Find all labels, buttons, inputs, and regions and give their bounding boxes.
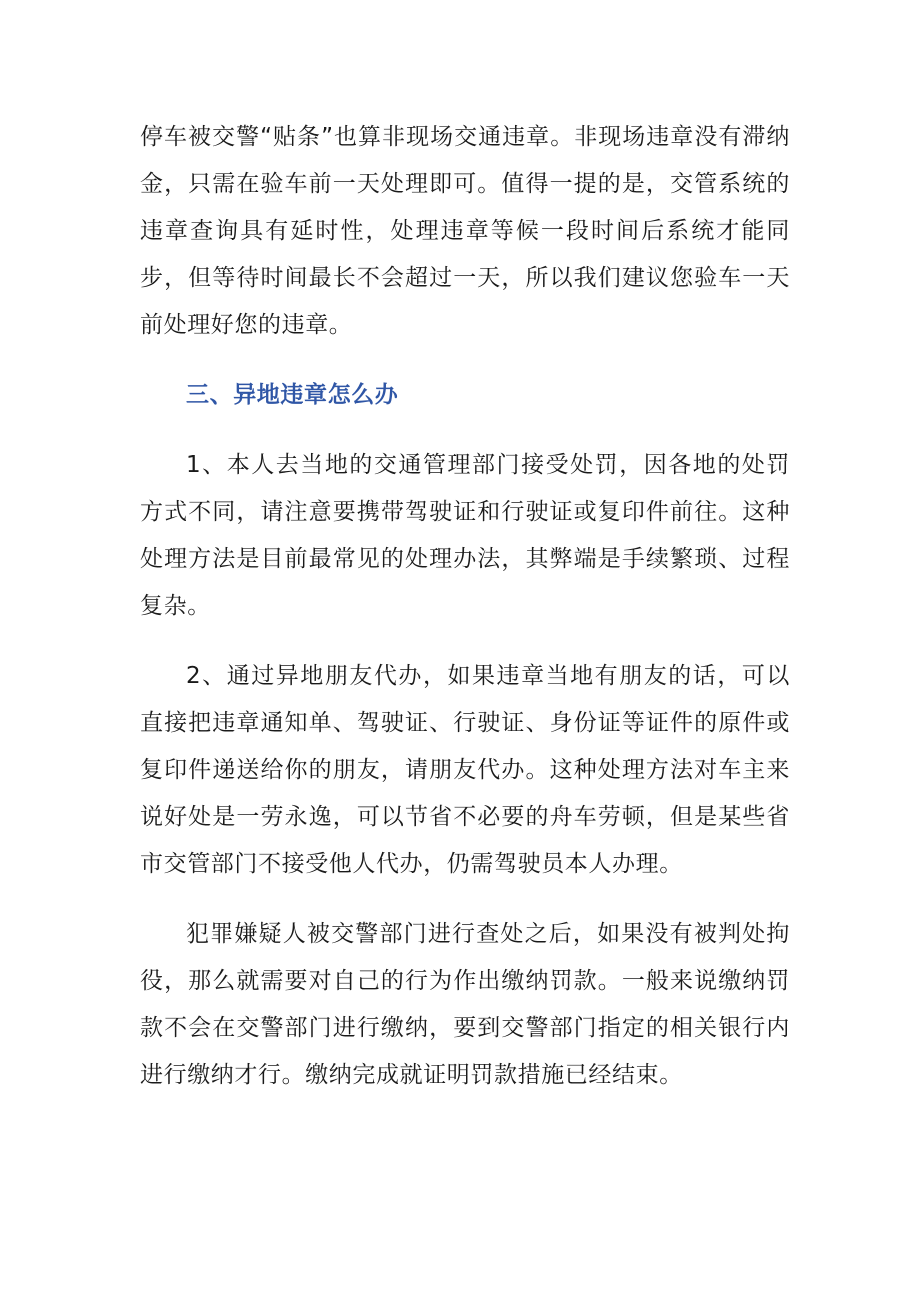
- section-heading: 三、异地违章怎么办: [186, 382, 399, 408]
- closing-paragraph: 犯罪嫌疑人被交警部门进行查处之后，如果没有被判处拘役，那么就需要对自己的行为作出缴纳罚款。一般来说缴纳罚款不会在交警部门进行缴纳，要到交警部门指定的相关银行内进行缴纳才行。缴纳完成就证明罚款措施已经结束。: [140, 921, 790, 1088]
- item-1-paragraph: 1、本人去当地的交通管理部门接受处罚，因各地的处罚方式不同，请注意要携带驾驶证和行驶证或复印件前往。这种处理方法是目前最常见的处理办法，其弊端是手续繁琐、过程复杂。: [140, 452, 790, 619]
- intro-paragraph: 停车被交警“贴条”也算非现场交通违章。非现场违章没有滞纳金，只需在验车前一天处理即可。值得一提的是，交管系统的违章查询具有延时性，处理违章等候一段时间后系统才能同步，但等待时间最长不会超过一天，所以我们建议您验车一天前处理好您的违章。: [140, 124, 790, 338]
- item-2-paragraph: 2、通过异地朋友代办，如果违章当地有朋友的话，可以直接把违章通知单、驾驶证、行驶证、身份证等证件的原件或复印件递送给你的朋友，请朋友代办。这种处理方法对车主来说好处是一劳永逸，可以节省不必要的舟车劳顿，但是某些省市交管部门不接受他人代办，仍需驾驶员本人办理。: [140, 663, 790, 877]
- document-body: [140, 114, 790, 1099]
